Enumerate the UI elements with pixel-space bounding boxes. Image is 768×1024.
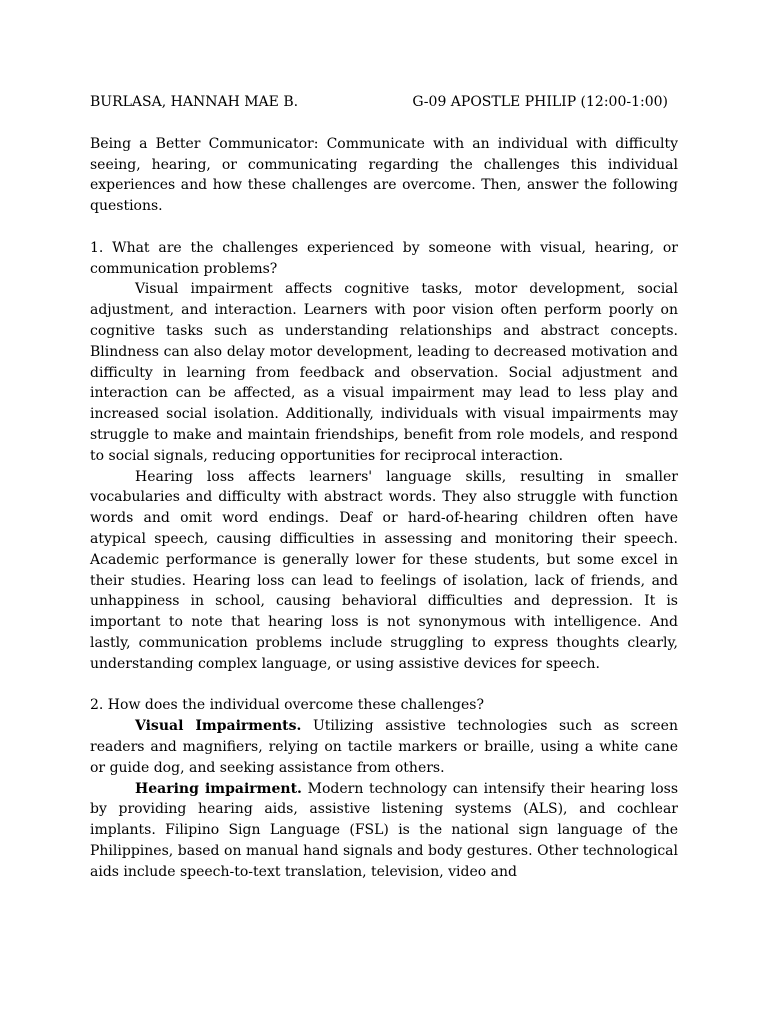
- answer-2-visual: [90, 716, 678, 778]
- document-page: [90, 92, 678, 882]
- answer-2-hearing: [90, 779, 678, 883]
- activity-instructions: Being a Better Communicator: Communicate with an individual with difficulty seeing, hearing, or communicating regarding the challenges this individual experiences and how these challenges are overcome. Then, answer the following questions.: [90, 135, 678, 215]
- visual-impairments-text: Utilizing assistive technologies such as screen readers and magnifiers, relying on tactile markers or braille, using a white cane or guide dog, and seeking assistance from others.: [90, 718, 678, 776]
- hearing-impairment-text: Modern technology can intensify their hearing loss by providing hearing aids, assistive listening systems (ALS), and cochlear implants. Filipino Sign Language (FSL) is the national sign language of the Philippines, based on manual hand signals and body gestures. Other technological aids include speech-to-text translation, television, video and: [90, 780, 679, 880]
- paragraph-gap: [90, 217, 678, 238]
- class-section: G-09 APOSTLE PHILIP (12:00-1:00): [412, 94, 668, 110]
- answer-1-hearing: Hearing loss affects learners' language skills, resulting in smaller vocabularies and difficulty with abstract words. They also struggle with function words and omit word endings. Deaf or hard-of-hearing children often have atypical speech, causing difficulties in assessing and monitoring their speech. Academic performance is generally lower for these students, but some excel in their studies. Hearing loss can lead to feelings of isolation, lack of friends, and unhappiness in school, causing behavioral difficulties and depression. It is important to note that hearing loss is not synonymous with intelligence. And lastly, communication problems include struggling to express thoughts clearly, understanding complex language, or using assistive devices for speech.: [90, 468, 678, 672]
- paragraph-gap: [90, 675, 678, 696]
- question-1: 1. What are the challenges experienced by someone with visual, hearing, or communication problems?: [90, 239, 678, 277]
- student-name: BURLASA, HANNAH MAE B.: [90, 94, 299, 110]
- hearing-impairment-heading: Hearing impairment.: [135, 780, 302, 797]
- visual-impairments-heading: Visual Impairments.: [135, 718, 302, 735]
- question-2: 2. How does the individual overcome these challenges?: [90, 697, 484, 714]
- document-header: [90, 92, 678, 113]
- answer-1-visual: Visual impairment affects cognitive tasks, motor development, social adjustment, and interaction. Learners with poor vision often perform poorly on cognitive tasks such as understanding relationships and abstract concepts. Blindness can also delay motor development, leading to decreased motivation and difficulty in learning from feedback and observation. Social adjustment and interaction can be affected, as a visual impairment may lead to less play and increased social isolation. Additionally, individuals with visual impairments may struggle to make and maintain friendships, benefit from role models, and respond to social signals, reducing opportunities for reciprocal interaction.: [90, 281, 678, 464]
